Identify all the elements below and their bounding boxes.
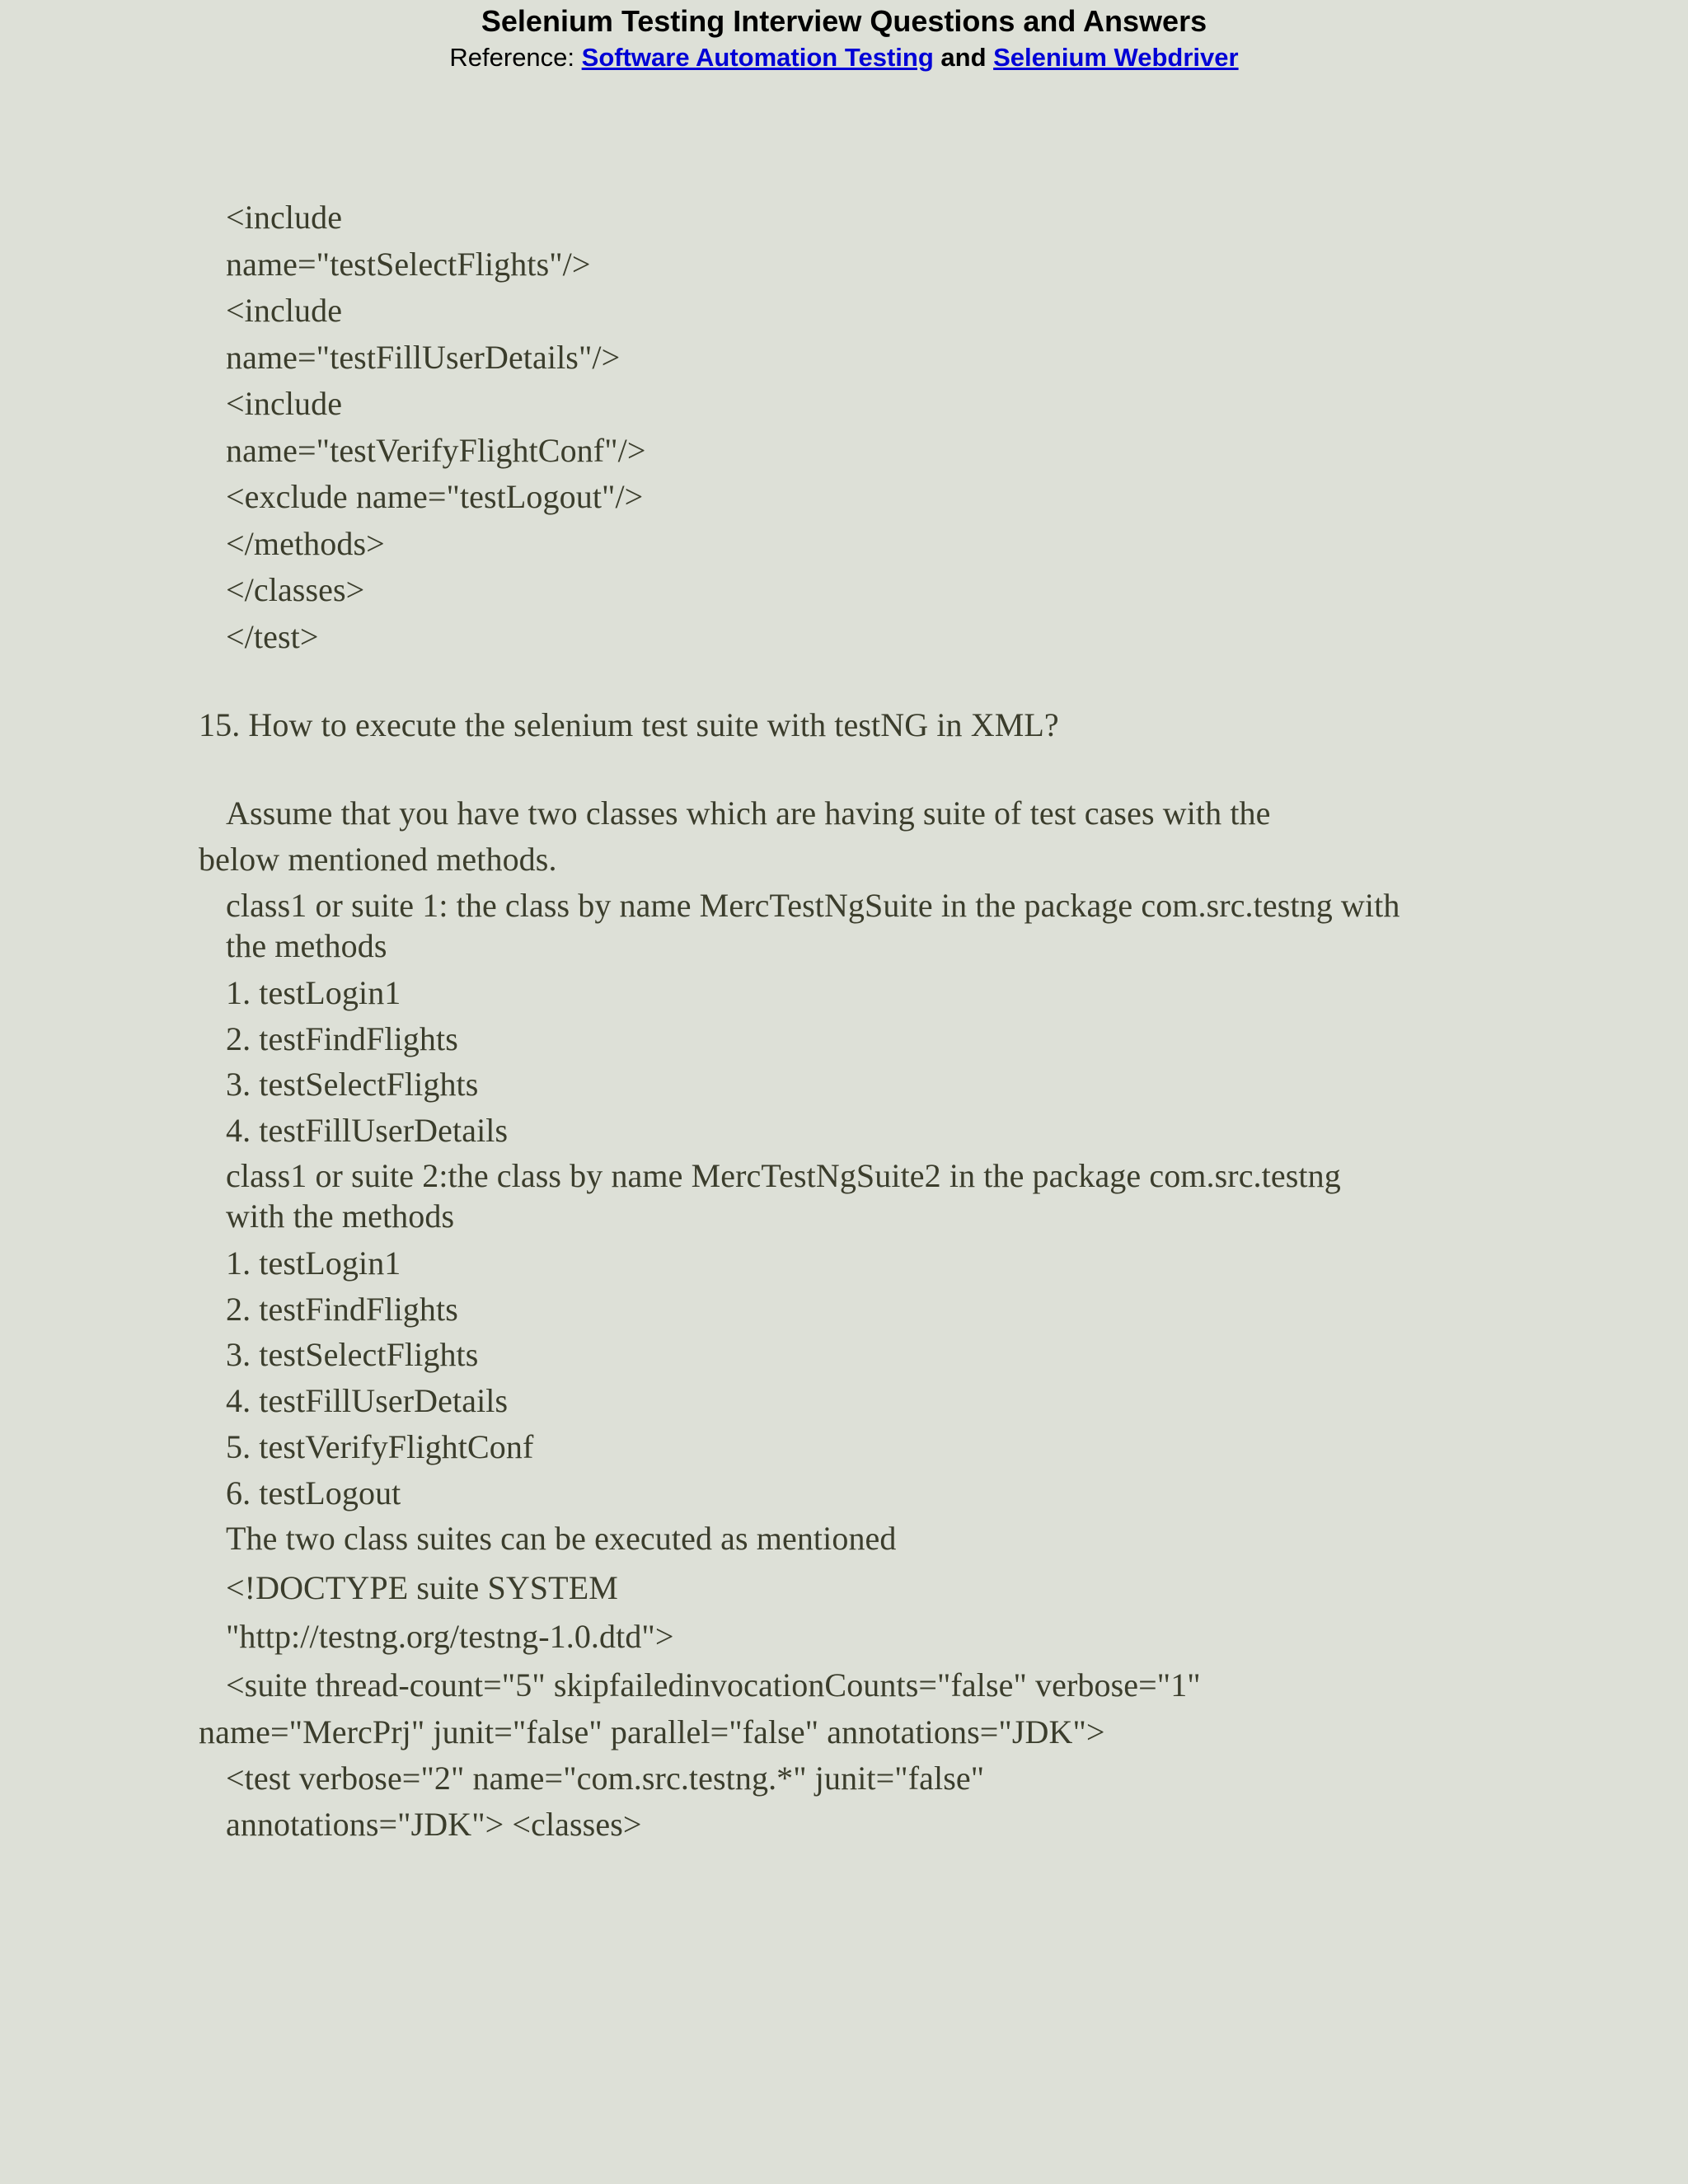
- code-line: <include: [226, 292, 343, 329]
- list-item: 2. testFindFlights: [226, 1020, 458, 1057]
- code-line: </methods>: [226, 525, 385, 562]
- reference-and: and: [933, 43, 994, 72]
- code-line: name="testSelectFlights"/>: [226, 246, 591, 283]
- question-heading: 15. How to execute the selenium test suite with testNG in XML?: [199, 706, 1059, 743]
- paragraph-line: with the methods: [226, 1197, 455, 1235]
- paragraph-line: below mentioned methods.: [199, 841, 557, 878]
- paragraph-line: class1 or suite 2:the class by name MercTestNgSuite2 in the package com.src.testng: [226, 1157, 1341, 1194]
- code-line: <!DOCTYPE suite SYSTEM: [226, 1569, 618, 1606]
- list-item: 3. testSelectFlights: [226, 1336, 479, 1373]
- list-item: 4. testFillUserDetails: [226, 1112, 509, 1149]
- list-item: 1. testLogin1: [226, 974, 401, 1011]
- code-line: <include: [226, 199, 343, 236]
- list-item: 2. testFindFlights: [226, 1291, 458, 1328]
- list-item: 6. testLogout: [226, 1474, 401, 1511]
- code-line: annotations="JDK"> <classes>: [226, 1806, 642, 1843]
- reference-label: Reference:: [449, 43, 582, 72]
- document-title: Selenium Testing Interview Questions and Answers: [481, 4, 1207, 38]
- code-line: <suite thread-count="5" skipfailedinvocationCounts="false" verbose="1": [226, 1666, 1201, 1704]
- list-item: 5. testVerifyFlightConf: [226, 1428, 534, 1465]
- reference-line: [0, 41, 1688, 74]
- paragraph-line: class1 or suite 1: the class by name MercTestNgSuite in the package com.src.testng with: [226, 887, 1400, 924]
- code-line: name="testFillUserDetails"/>: [226, 339, 621, 376]
- code-line: "http://testng.org/testng-1.0.dtd">: [226, 1618, 674, 1655]
- code-line: name="testVerifyFlightConf"/>: [226, 432, 646, 469]
- list-item: 1. testLogin1: [226, 1244, 401, 1282]
- code-line: </classes>: [226, 571, 365, 608]
- code-line: <exclude name="testLogout"/>: [226, 478, 644, 515]
- code-line: </test>: [226, 618, 319, 655]
- list-item: 3. testSelectFlights: [226, 1066, 479, 1103]
- paragraph-line: Assume that you have two classes which are having suite of test cases with the: [226, 794, 1271, 832]
- selenium-webdriver-link[interactable]: Selenium Webdriver: [993, 43, 1239, 72]
- software-automation-testing-link[interactable]: Software Automation Testing: [581, 43, 934, 72]
- code-line: <test verbose="2" name="com.src.testng.*" junit="false": [226, 1760, 985, 1797]
- paragraph-line: The two class suites can be executed as mentioned: [226, 1520, 897, 1557]
- code-line: <include: [226, 385, 343, 422]
- paragraph-line: the methods: [226, 927, 387, 964]
- code-line: name="MercPrj" junit="false" parallel="false" annotations="JDK">: [199, 1713, 1105, 1750]
- list-item: 4. testFillUserDetails: [226, 1382, 509, 1419]
